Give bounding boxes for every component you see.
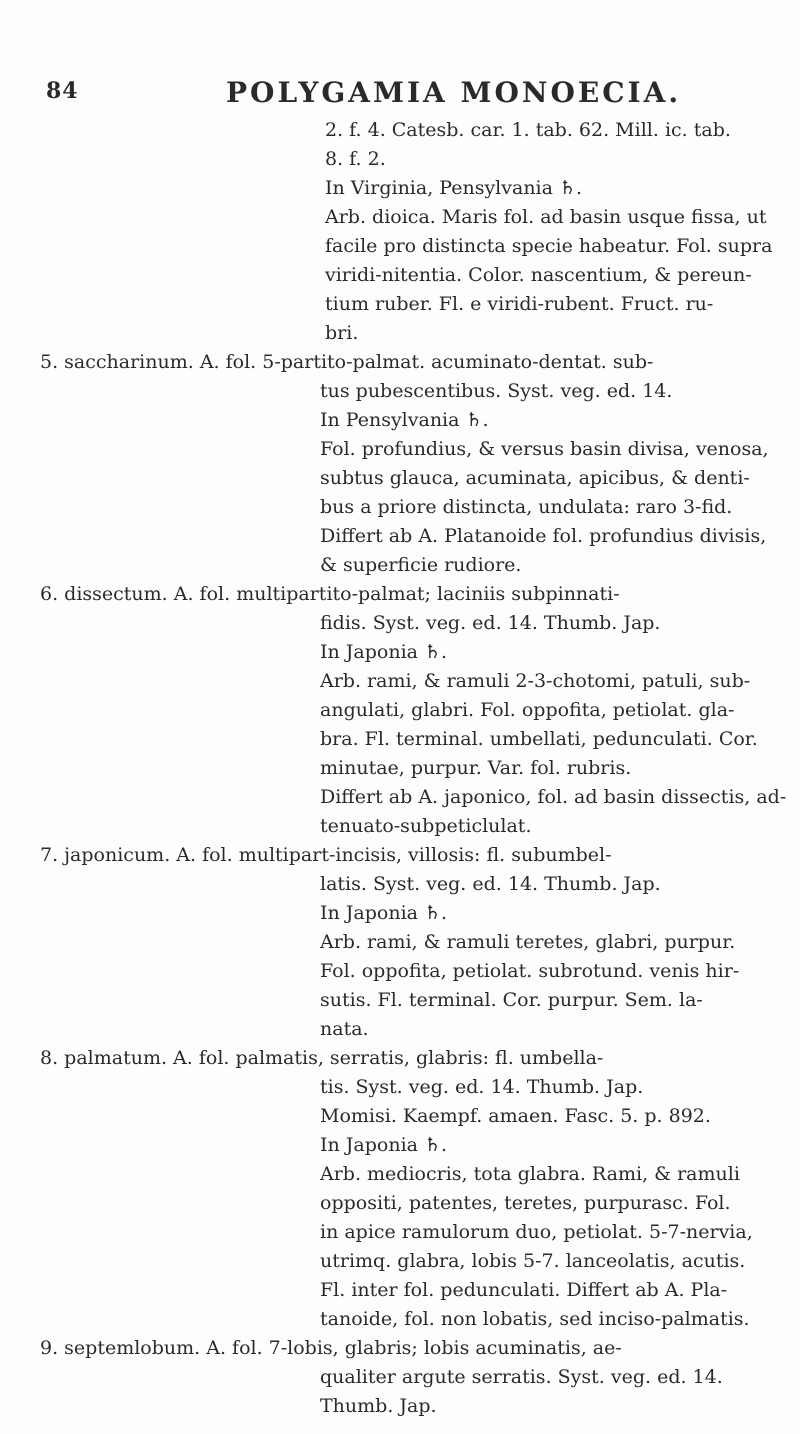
entry-line: 9. septemlobum. A. fol. 7-lobis, glabris; lobis acuminatis, ae-: [40, 1337, 622, 1359]
text-line: Arb. rami, & ramuli 2-3-chotomi, patuli, sub-: [320, 670, 751, 692]
page-number: 84: [46, 78, 79, 104]
text-line: latis. Syst. veg. ed. 14. Thumb. Jap.: [320, 873, 661, 895]
running-title: POLYGAMIA MONOECIA.: [226, 76, 682, 109]
text-line: tus pubescentibus. Syst. veg. ed. 14.: [320, 380, 673, 402]
text-line: Arb. dioica. Maris fol. ad basin usque fissa, ut: [325, 206, 767, 228]
text-line: In Japonia ♄.: [320, 902, 448, 924]
text-line: utrimq. glabra, lobis 5-7. lanceolatis, acutis.: [320, 1250, 746, 1272]
text-line: Differt ab A. japonico, fol. ad basin dissectis, ad-: [320, 786, 787, 808]
text-line: 2. f. 4. Catesb. car. 1. tab. 62. Mill. ic. tab.: [325, 119, 731, 141]
text-line: bra. Fl. terminal. umbellati, pedunculati. Cor.: [320, 728, 758, 750]
text-line: Fol. profundius, & versus basin divisa, venosa,: [320, 438, 769, 460]
text-line: Arb. rami, & ramuli teretes, glabri, purpur.: [320, 931, 736, 953]
text-line: In Japonia ♄.: [320, 641, 448, 663]
text-line: tenuato-subpeticlulat.: [320, 815, 532, 837]
text-line: Momisi. Kaempf. amaen. Fasc. 5. p. 892.: [320, 1105, 711, 1127]
text-line: Fl. inter fol. pedunculati. Differt ab A. Pla-: [320, 1279, 728, 1301]
text-line: In Japonia ♄.: [320, 1134, 448, 1156]
text-line: & superficie rudiore.: [320, 554, 522, 576]
entry-line: 6. dissectum. A. fol. multipartito-palmat; laciniis subpinnati-: [40, 583, 620, 605]
entry-line: 5. saccharinum. A. fol. 5-partito-palmat. acuminato-dentat. sub-: [40, 351, 654, 373]
text-line: tis. Syst. veg. ed. 14. Thumb. Jap.: [320, 1076, 644, 1098]
text-line: tium ruber. Fl. e viridi-rubent. Fruct. ru-: [325, 293, 714, 315]
body-text: [40, 116, 787, 1421]
text-line: facile pro distincta specie habeatur. Fol. supra: [325, 235, 773, 257]
text-line: nata.: [320, 1018, 369, 1040]
text-line: In Pensylvania ♄.: [320, 409, 489, 431]
text-line: 8. f. 2.: [325, 148, 386, 170]
page-header: [46, 78, 746, 112]
text-line: fidis. Syst. veg. ed. 14. Thumb. Jap.: [320, 612, 661, 634]
text-line: Thumb. Jap.: [320, 1395, 437, 1417]
text-line: sutis. Fl. terminal. Cor. purpur. Sem. la-: [320, 989, 703, 1011]
text-line: Arb. mediocris, tota glabra. Rami, & ramuli: [320, 1163, 740, 1185]
text-line: Fol. oppofita, petiolat. subrotund. venis hir-: [320, 960, 740, 982]
text-line: tanoide, fol. non lobatis, sed inciso-palmatis.: [320, 1308, 750, 1330]
text-line: minutae, purpur. Var. fol. rubris.: [320, 757, 632, 779]
text-line: Differt ab A. Platanoide fol. profundius divisis,: [320, 525, 767, 547]
text-line: bri.: [325, 322, 359, 344]
text-line: In Virginia, Pensylvania ♄.: [325, 177, 583, 199]
entry-line: 8. palmatum. A. fol. palmatis, serratis, glabris: fl. umbella-: [40, 1047, 604, 1069]
text-line: angulati, glabri. Fol. oppofita, petiolat. gla-: [320, 699, 735, 721]
entry-line: 7. japonicum. A. fol. multipart-incisis, villosis: fl. subumbel-: [40, 844, 612, 866]
text-line: subtus glauca, acuminata, apicibus, & denti-: [320, 467, 750, 489]
text-line: bus a priore distincta, undulata: raro 3-fid.: [320, 496, 733, 518]
text-line: qualiter argute serratis. Syst. veg. ed. 14.: [320, 1366, 723, 1388]
text-line: viridi-nitentia. Color. nascentium, & pereun-: [325, 264, 752, 286]
text-line: oppositi, patentes, teretes, purpurasc. Fol.: [320, 1192, 731, 1214]
text-line: in apice ramulorum duo, petiolat. 5-7-nervia,: [320, 1221, 753, 1243]
